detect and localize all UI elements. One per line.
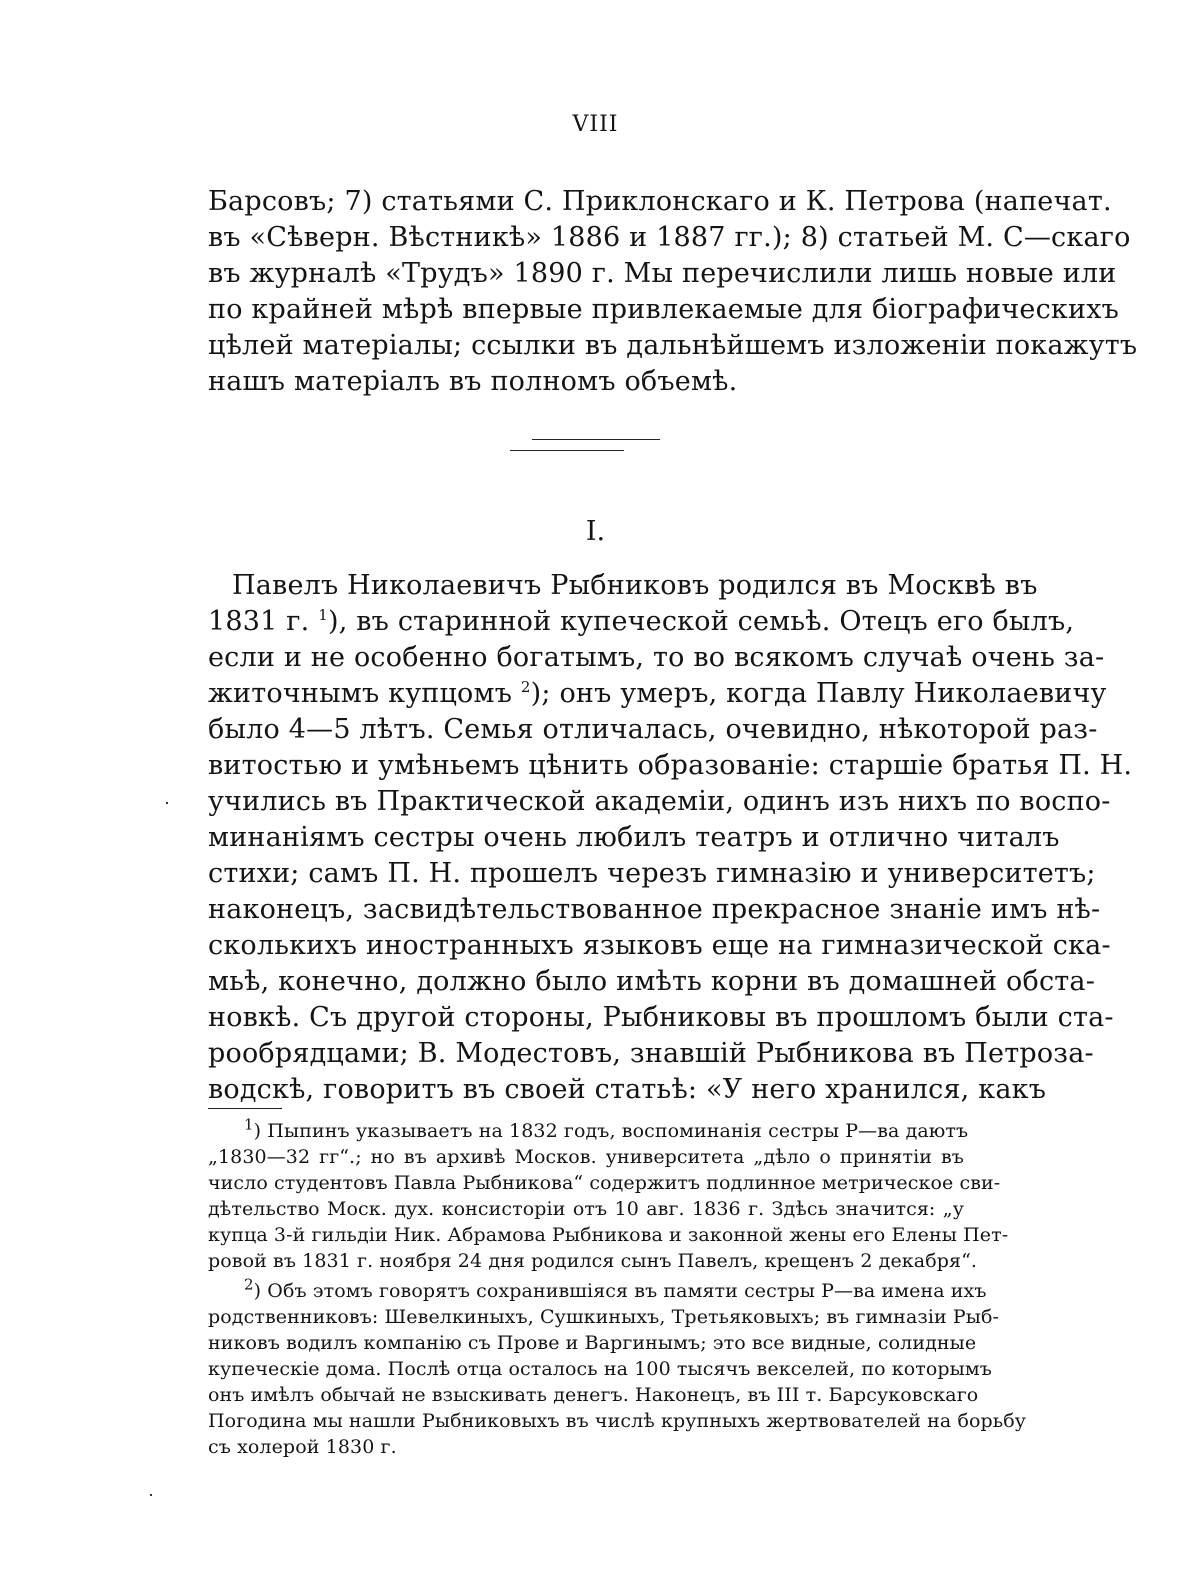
- footnote-line: родственниковъ: Шевелкиныхъ, Сушкиныхъ, Третьяковыхъ; въ гимназіи Рыб-: [208, 1306, 1000, 1328]
- footnote-ref: 2: [520, 678, 531, 696]
- text-line: [208, 606, 1075, 637]
- footnote-line: купца 3-й гильдіи Ник. Абрамова Рыбникова и законной жены его Елены Пет-: [208, 1224, 1009, 1246]
- text-line: учились въ Практической академіи, одинъ изъ нихъ по воспо-: [208, 786, 1111, 817]
- text-line: Барсовъ; 7) статьями С. Приклонскаго и К. Петрова (напечат.: [208, 186, 1112, 217]
- text-line: [208, 678, 1107, 709]
- footnote-line: купеческіе дома. Послѣ отца осталось на 100 тысячъ векселей, по которымъ: [208, 1358, 992, 1380]
- footnote-line: „1830—32 гг“.; но въ архивѣ Москов. университета „дѣло о принятіи въ: [208, 1146, 964, 1168]
- text-fragment: ); онъ умеръ, когда Павлу Николаевичу: [530, 678, 1107, 709]
- text-fragment: 1831 г.: [208, 606, 319, 637]
- text-line: цѣлей матеріалы; ссылки въ дальнѣйшемъ изложеніи покажутъ: [208, 330, 1138, 361]
- chapter-heading: I.: [585, 516, 606, 547]
- footnote-line: Погодина мы нашли Рыбниковыхъ въ числѣ крупныхъ жертвователей на борьбу: [208, 1410, 1027, 1432]
- section-divider: [510, 450, 624, 451]
- text-line: по крайней мѣрѣ впервые привлекаемые для біографическихъ: [208, 294, 1120, 325]
- text-line: стихи; самъ П. Н. прошелъ черезъ гимназію и университетъ;: [208, 858, 1096, 889]
- text-line: въ «Сѣверн. Вѣстникѣ» 1886 и 1887 гг.); 8) статьей М. С—скаго: [208, 222, 1131, 253]
- footnote-mark: 2: [244, 1275, 254, 1294]
- text-line: было 4—5 лѣтъ. Семья отличалась, очевидно, нѣкоторой раз-: [208, 714, 1098, 745]
- text-line: витостью и умѣньемъ цѣнить образованіе: старшіе братья П. Н.: [208, 750, 1133, 781]
- footnote-line: дѣтельство Моск. дух. консисторіи отъ 10 авг. 1836 г. Здѣсь значится: „у: [208, 1198, 964, 1220]
- text-line: нашъ матеріалъ въ полномъ объемѣ.: [208, 366, 738, 397]
- text-line: минаніямъ сестры очень любилъ театръ и отлично читалъ: [208, 822, 1060, 853]
- section-divider: [532, 439, 660, 440]
- text-line: мьѣ, конечно, должно было имѣть корни въ домашней обста-: [208, 966, 1096, 997]
- footnote-line: съ холерой 1830 г.: [208, 1436, 397, 1458]
- text-line: сколькихъ иностранныхъ языковъ еще на гимназической ска-: [208, 930, 1111, 961]
- page-number: VIII: [572, 112, 619, 137]
- scan-speck: [166, 802, 168, 804]
- scan-speck: [150, 1494, 152, 1496]
- text-line: въ журналѣ «Трудъ» 1890 г. Мы перечислили лишь новые или: [208, 258, 1117, 289]
- text-line: Павелъ Николаевичъ Рыбниковъ родился въ Москвѣ въ: [232, 570, 1038, 601]
- footnote-rule: [208, 1108, 282, 1109]
- text-line: рообрядцами; В. Модестовъ, знавшій Рыбникова въ Петроза-: [208, 1038, 1094, 1069]
- text-fragment: ), въ старинной купеческой семьѣ. Отецъ его былъ,: [327, 606, 1075, 637]
- footnote-mark: 1: [244, 1115, 254, 1134]
- text-fragment: ) Объ этомъ говорятъ сохранившіяся въ памяти сестры Р—ва имена ихъ: [253, 1280, 987, 1302]
- footnote-line: никовъ водилъ компанію съ Прове и Варгинымъ; это все видные, солидные: [208, 1332, 977, 1354]
- text-line: если и не особенно богатымъ, то во всякомъ случаѣ очень за-: [208, 642, 1105, 673]
- footnote-ref: 1: [318, 606, 328, 624]
- footnote-line: число студентовъ Павла Рыбникова“ содержитъ подлинное метрическое сви-: [208, 1172, 1001, 1194]
- footnote-line: онъ имѣлъ обычай не взыскивать денегъ. Наконецъ, въ III т. Барсуковскаго: [208, 1384, 979, 1406]
- text-line: водскѣ, говоритъ въ своей статьѣ: «У него хранился, какъ: [208, 1074, 1047, 1105]
- text-line: наконецъ, засвидѣтельствованное прекрасное знаніе имъ нѣ-: [208, 894, 1101, 925]
- footnote-line: ровой въ 1831 г. ноября 24 дня родился сынъ Павелъ, крещенъ 2 декабря“.: [208, 1250, 978, 1272]
- text-line: новкѣ. Съ другой стороны, Рыбниковы въ прошломъ были ста-: [208, 1002, 1114, 1033]
- footnote-line: [244, 1275, 987, 1302]
- text-fragment: житочнымъ купцомъ: [208, 678, 521, 709]
- text-fragment: ) Пыпинъ указываетъ на 1832 годъ, воспоминанія сестры Р—ва даютъ: [253, 1120, 969, 1142]
- footnote-line: [244, 1115, 969, 1142]
